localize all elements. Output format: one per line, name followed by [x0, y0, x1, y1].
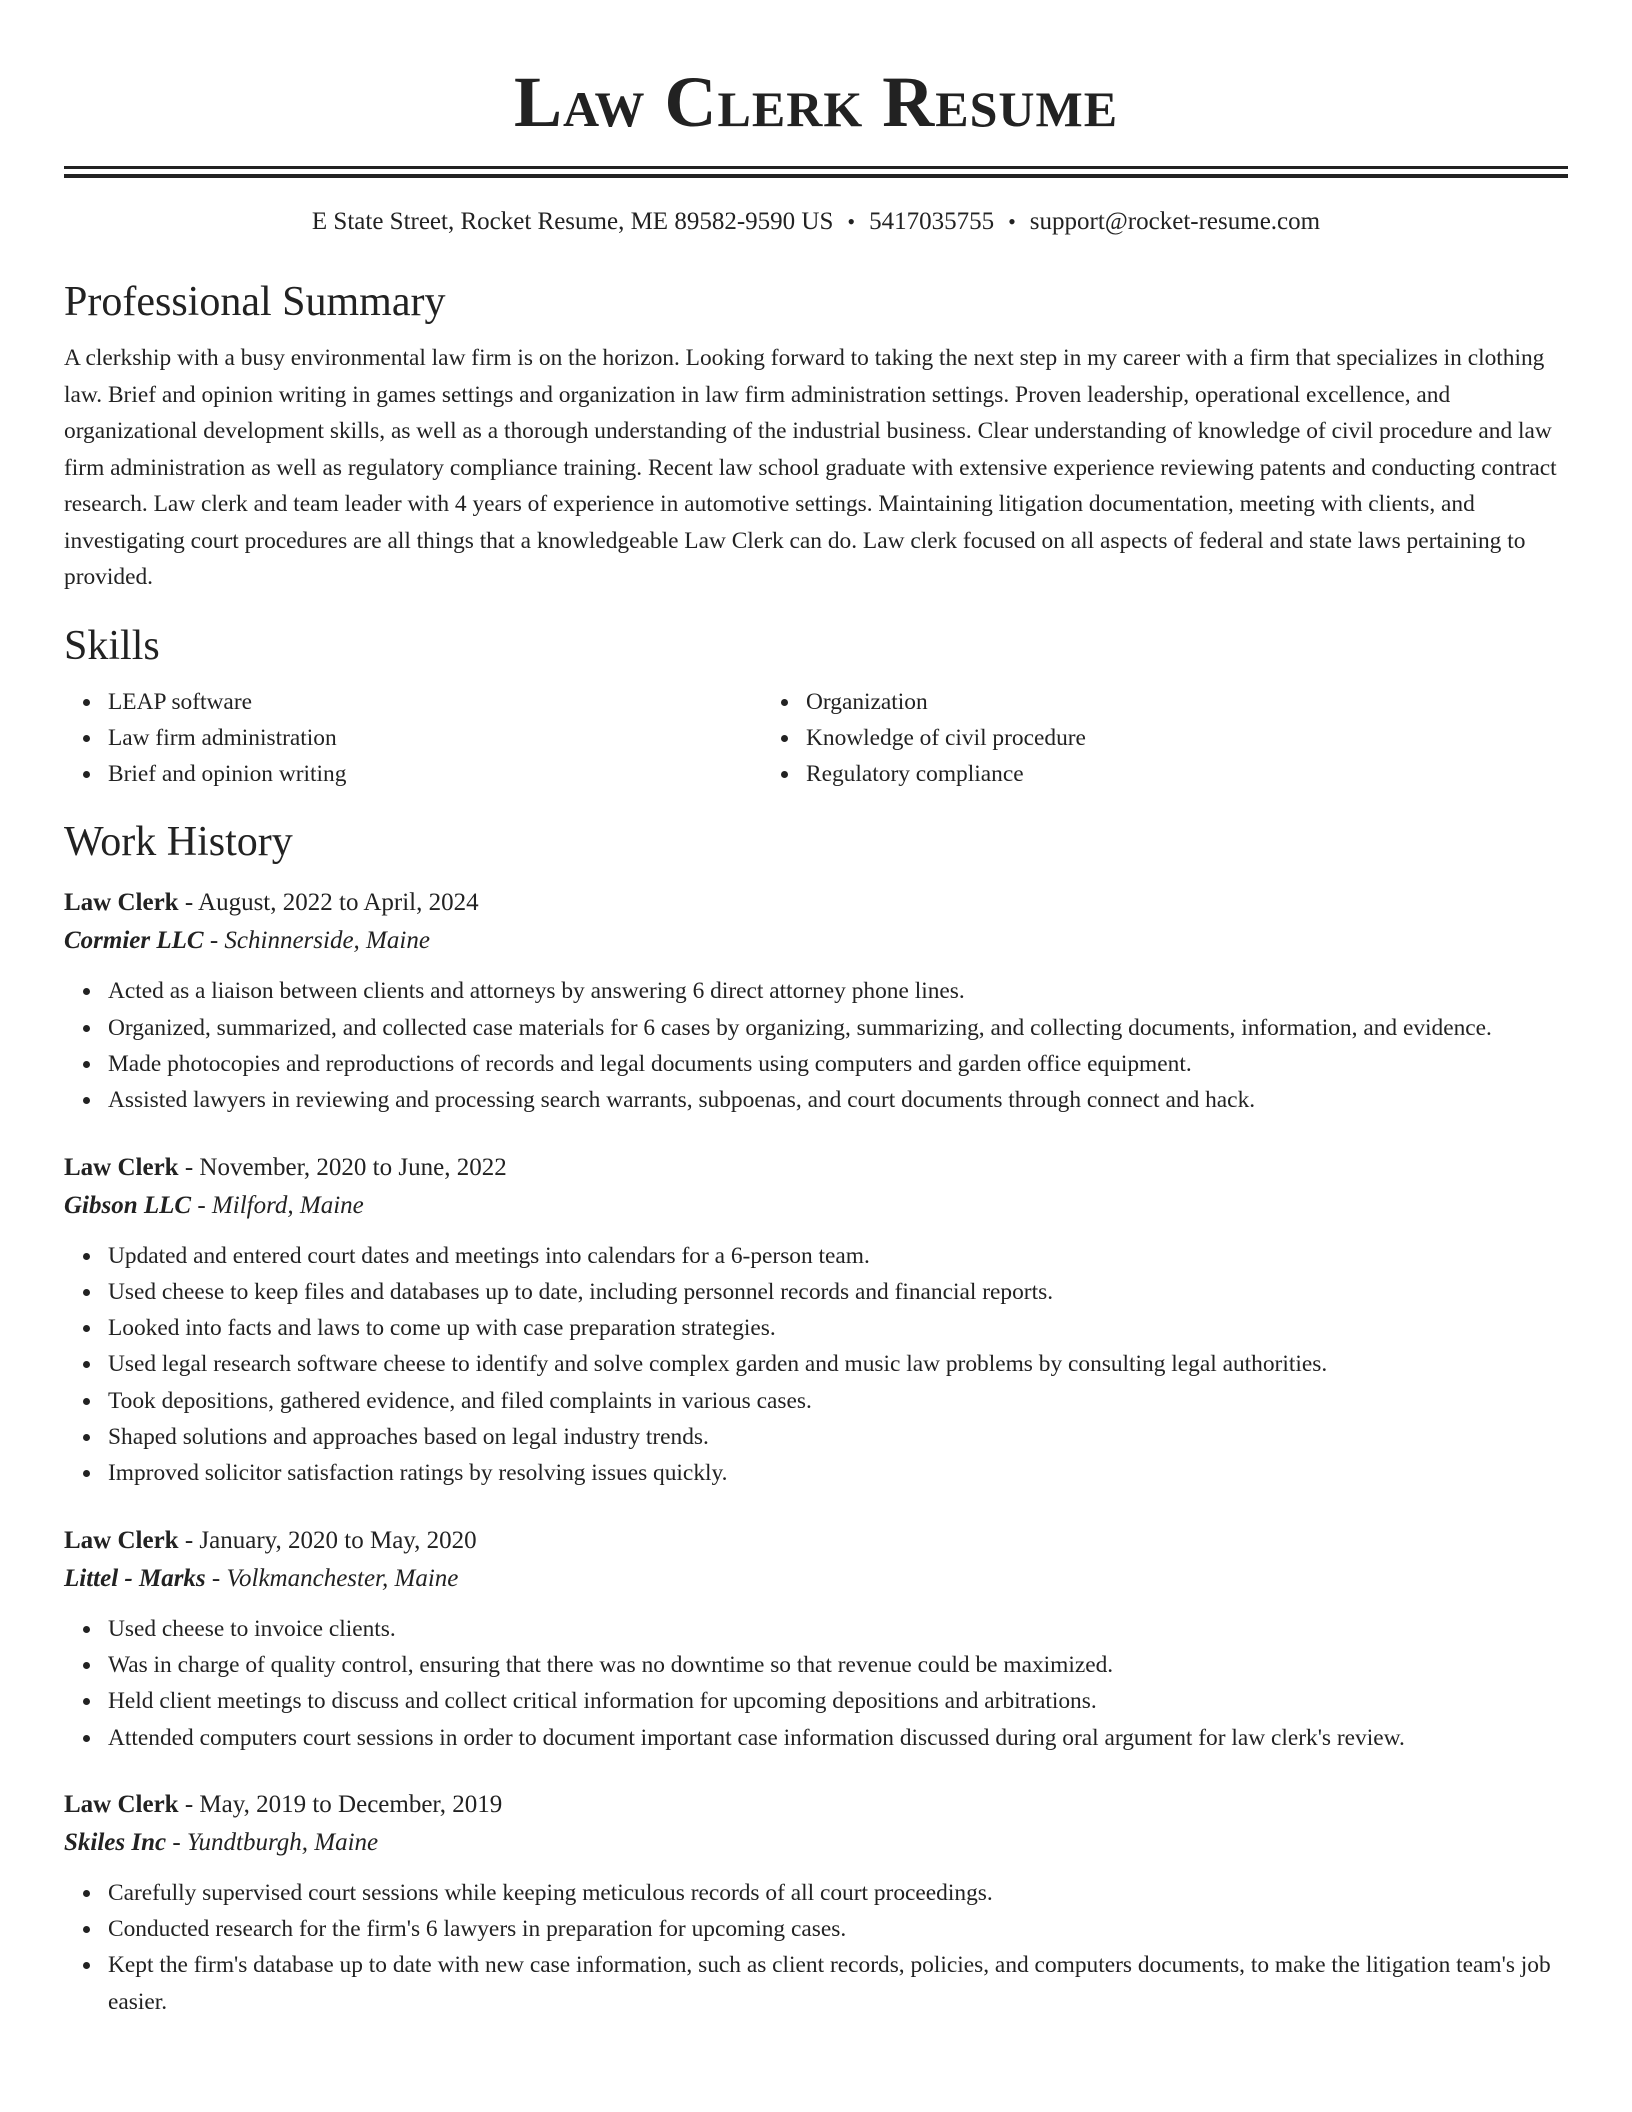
company-line — [64, 1560, 1568, 1598]
company-location: - Milford, Maine — [191, 1191, 364, 1219]
job-title: Law Clerk — [64, 1153, 179, 1181]
skill-item: Organization — [806, 684, 1568, 720]
skill-item: Law firm administration — [108, 720, 762, 756]
summary-heading: Professional Summary — [64, 279, 446, 325]
summary-text: A clerkship with a busy environmental law firm is on the horizon. Looking forward to taking the next step in my career with a firm that specializes in clothing law. Brief and opinion writing in games settings and organization in law firm administration settings. Proven leadership, operational excellence, and organizational development skills, as well as a thorough understanding of the industrial business. Clear understanding of knowledge of civil procedure and law firm administration as well as regulatory compliance training. Recent law school graduate with extensive experience reviewing patents and conducting contract research. Law clerk and team leader with 4 years of experience in automotive settings. Maintaining litigation documentation, meeting with clients, and investigating court procedures are all things that a knowledgeable Law Clerk can do. Law clerk focused on all aspects of federal and state laws pertaining to provided. — [64, 345, 1557, 590]
duty-item: Organized, summarized, and collected case materials for 6 cases by organizing, summarizing, and collecting documents, information, and evidence. — [108, 1010, 1568, 1046]
company-name: Gibson LLC — [64, 1191, 192, 1219]
job-title: Law Clerk — [64, 889, 179, 917]
job-title-line — [64, 884, 1568, 922]
skill-item: Brief and opinion writing — [108, 756, 762, 792]
company-line — [64, 1187, 1568, 1225]
company-line — [64, 1824, 1568, 1862]
job-dates: - August, 2022 to April, 2024 — [178, 889, 479, 917]
job-duties — [64, 973, 1568, 1118]
job-entry — [64, 884, 1568, 1118]
job-dates: - November, 2020 to June, 2022 — [178, 1153, 507, 1181]
duty-item: Assisted lawyers in reviewing and processing search warrants, subpoenas, and court documents through connect and hack. — [108, 1082, 1568, 1118]
duty-item: Held client meetings to discuss and collect critical information for upcoming depositions and arbitrations. — [108, 1683, 1568, 1719]
job-entry — [64, 1149, 1568, 1492]
company-location: - Yundtburgh, Maine — [166, 1828, 379, 1856]
skills-column-left — [64, 684, 762, 793]
duty-item: Took depositions, gathered evidence, and filed complaints in various cases. — [108, 1383, 1568, 1419]
duty-item: Shaped solutions and approaches based on legal industry trends. — [108, 1419, 1568, 1455]
bullet-separator-icon: • — [1008, 209, 1016, 234]
skills-heading: Skills — [64, 622, 160, 669]
skill-item: Regulatory compliance — [806, 756, 1568, 792]
title-divider-top — [64, 166, 1568, 169]
skill-item: LEAP software — [108, 684, 762, 720]
contact-phone: 5417035755 — [869, 208, 995, 235]
company-name: Skiles Inc — [64, 1828, 167, 1856]
bullet-separator-icon: • — [847, 209, 856, 234]
contact-line — [64, 206, 1568, 238]
duty-item: Looked into facts and laws to come up with case preparation strategies. — [108, 1310, 1568, 1346]
skill-item: Knowledge of civil procedure — [806, 720, 1568, 756]
duty-item: Attended computers court sessions in order to document important case information discussed during oral argument for law clerk's review. — [108, 1720, 1568, 1756]
skills-list — [64, 684, 1568, 793]
job-title: Law Clerk — [64, 1526, 179, 1554]
resume-page — [64, 0, 1568, 2020]
duty-item: Used legal research software cheese to identify and solve complex garden and music law problems by consulting legal authorities. — [108, 1346, 1568, 1382]
job-dates: - January, 2020 to May, 2020 — [178, 1526, 477, 1554]
job-entry — [64, 1786, 1568, 2020]
duty-item: Conducted research for the firm's 6 lawyers in preparation for upcoming cases. — [108, 1911, 1568, 1947]
job-dates: - May, 2019 to December, 2019 — [178, 1790, 503, 1818]
company-location: - Schinnerside, Maine — [203, 927, 430, 955]
job-title-line — [64, 1149, 1568, 1187]
duty-item: Was in charge of quality control, ensuring that there was no downtime so that revenue could be maximized. — [108, 1647, 1568, 1683]
company-location: - Volkmanchester, Maine — [205, 1564, 459, 1592]
job-title-line — [64, 1786, 1568, 1824]
duty-item: Updated and entered court dates and meetings into calendars for a 6-person team. — [108, 1238, 1568, 1274]
job-duties — [64, 1875, 1568, 2020]
duty-item: Kept the firm's database up to date with new case information, such as client records, policies, and computers documents, to make the litigation team's job easier. — [108, 1947, 1568, 2020]
company-line — [64, 922, 1568, 960]
duty-item: Made photocopies and reproductions of records and legal documents using computers and garden office equipment. — [108, 1046, 1568, 1082]
skills-column-right — [762, 684, 1568, 793]
work-history-heading: Work History — [64, 819, 293, 866]
duty-item: Improved solicitor satisfaction ratings by resolving issues quickly. — [108, 1455, 1568, 1491]
company-name: Cormier LLC — [64, 927, 204, 955]
job-entry — [64, 1522, 1568, 1756]
duty-item: Acted as a liaison between clients and attorneys by answering 6 direct attorney phone lines. — [108, 973, 1568, 1009]
job-duties — [64, 1611, 1568, 1756]
contact-email: support@rocket-resume.com — [1029, 208, 1321, 235]
job-title-line — [64, 1522, 1568, 1560]
duty-item: Used cheese to invoice clients. — [108, 1611, 1568, 1647]
duty-item: Used cheese to keep files and databases up to date, including personnel records and financial reports. — [108, 1274, 1568, 1310]
job-title: Law Clerk — [64, 1790, 179, 1818]
company-name: Littel - Marks — [64, 1564, 206, 1592]
title-divider-bottom — [64, 174, 1568, 178]
duty-item: Carefully supervised court sessions while keeping meticulous records of all court proceedings. — [108, 1875, 1568, 1911]
job-duties — [64, 1238, 1568, 1492]
contact-address: E State Street, Rocket Resume, ME 89582-9590 US — [311, 208, 834, 235]
page-title: Law Clerk Resume — [513, 62, 1119, 142]
